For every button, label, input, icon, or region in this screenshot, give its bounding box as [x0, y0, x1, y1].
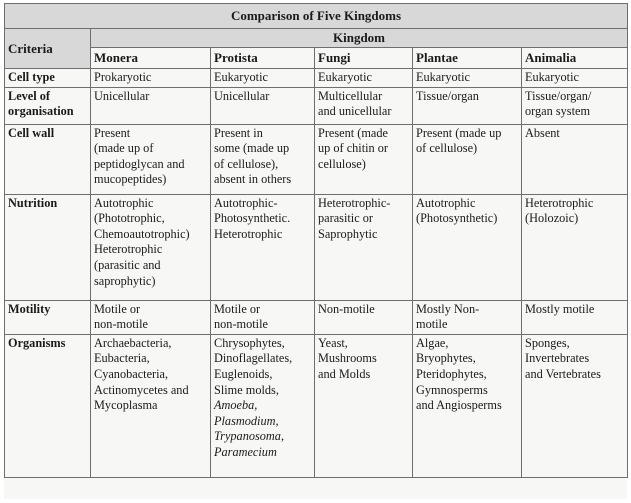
- cell-plantae: [413, 87, 522, 124]
- cell-fungi: [315, 124, 413, 194]
- cell-text: cellulose): [318, 156, 366, 171]
- cell-plantae: [413, 194, 522, 300]
- criterion-cell: [5, 300, 91, 334]
- cell-text: motile: [416, 317, 448, 332]
- cell-text: Archaebacteria,: [94, 335, 172, 350]
- cell-animalia: [522, 300, 628, 334]
- cell-animalia: [522, 194, 628, 300]
- document-page: [4, 3, 627, 499]
- cell-text: Eukaryotic: [214, 70, 268, 84]
- criterion-cell: [5, 69, 91, 88]
- cell-text: Photosynthetic.: [214, 211, 291, 226]
- cell-text: (parasitic and: [94, 257, 161, 272]
- cell-text: Chrysophytes,: [214, 335, 285, 350]
- cell-animalia: [522, 69, 628, 88]
- cell-text: Unicellular: [214, 88, 270, 103]
- cell-text: Autotrophic: [416, 195, 476, 210]
- cell-text: and Vertebrates: [525, 366, 601, 381]
- cell-text: and unicellular: [318, 104, 392, 119]
- cell-text: Eukaryotic: [416, 70, 470, 84]
- cell-text: Yeast,: [318, 335, 348, 350]
- cell-text: Heterotrophic: [214, 226, 283, 241]
- cell-text: Euglenoids,: [214, 366, 273, 381]
- cell-text: Present: [94, 125, 131, 140]
- cell-text: (Holozoic): [525, 211, 579, 226]
- cell-fungi: [315, 300, 413, 334]
- cell-text: Eukaryotic: [525, 70, 579, 84]
- cell-text: Motile or: [214, 301, 261, 316]
- criterion-text: Nutrition: [8, 195, 58, 210]
- cell-animalia: [522, 334, 628, 477]
- cell-text: Autotrophic: [94, 195, 154, 210]
- table-row: [5, 124, 628, 194]
- cell-text: Sponges,: [525, 335, 570, 350]
- cell-text: Mostly Non-: [416, 301, 480, 316]
- cell-plantae: [413, 69, 522, 88]
- kingdom-col-monera: Monera: [91, 48, 211, 69]
- cell-protista: [211, 87, 315, 124]
- cell-monera: [91, 300, 211, 334]
- cell-text: Cyanobacteria,: [94, 366, 169, 381]
- cell-text: parasitic or: [318, 211, 373, 226]
- cell-animalia: [522, 124, 628, 194]
- criterion-cell: [5, 124, 91, 194]
- cell-monera: [91, 87, 211, 124]
- cell-text: of cellulose),: [214, 156, 279, 171]
- cell-text: Unicellular: [94, 88, 150, 103]
- criterion-text: Motility: [8, 301, 51, 316]
- cell-text: Heterotrophic-: [318, 195, 391, 210]
- cell-protista: [211, 69, 315, 88]
- cell-protista: [211, 300, 315, 334]
- cell-monera: [91, 194, 211, 300]
- table-body: [5, 69, 628, 478]
- cell-text: Autotrophic-: [214, 195, 278, 210]
- criteria-header: Criteria: [5, 29, 91, 69]
- table-row: [5, 69, 628, 88]
- cell-text: Tissue/organ/: [525, 88, 592, 103]
- cell-text: and Molds: [318, 366, 371, 381]
- cell-text: Mycoplasma: [94, 398, 158, 413]
- kingdom-col-fungi: Fungi: [315, 48, 413, 69]
- cell-animalia: [522, 87, 628, 124]
- cell-text: non-motile: [94, 317, 148, 332]
- cell-text: Paramecium: [214, 444, 277, 459]
- cell-fungi: [315, 334, 413, 477]
- cell-text: Eukaryotic: [318, 70, 372, 84]
- criterion-cell: [5, 194, 91, 300]
- kingdoms-table: [4, 3, 628, 478]
- cell-text: Present in: [214, 125, 263, 140]
- kingdom-col-plantae: Plantae: [413, 48, 522, 69]
- cell-plantae: [413, 334, 522, 477]
- cell-text: peptidoglycan and: [94, 156, 185, 171]
- cell-text: Non-motile: [318, 301, 375, 316]
- cell-text: Chemoautotrophic): [94, 226, 190, 241]
- cell-monera: [91, 124, 211, 194]
- cell-text: organ system: [525, 104, 591, 119]
- table-row: [5, 194, 628, 300]
- cell-text: Plasmodium,: [214, 413, 279, 428]
- cell-text: Slime molds,: [214, 382, 279, 397]
- kingdom-col-protista: Protista: [211, 48, 315, 69]
- cell-plantae: [413, 124, 522, 194]
- kingdom-header: Kingdom: [91, 29, 628, 48]
- cell-text: Prokaryotic: [94, 70, 152, 84]
- cell-fungi: [315, 69, 413, 88]
- table-row: [5, 334, 628, 477]
- cell-text: and Angiosperms: [416, 398, 502, 413]
- cell-text: Actinomycetes and: [94, 382, 189, 397]
- cell-text: Trypanosoma,: [214, 429, 285, 444]
- criterion-text: Cell wall: [8, 125, 55, 140]
- cell-text: Present (made up: [416, 125, 502, 140]
- cell-text: Present (made: [318, 125, 388, 140]
- cell-text: (Photosynthetic): [416, 211, 498, 226]
- cell-text: Saprophytic: [318, 226, 378, 241]
- cell-text: saprophytic): [94, 273, 156, 288]
- cell-text: Heterotrophic: [94, 242, 163, 257]
- criterion-text: Cell type: [8, 70, 55, 84]
- cell-text: Pteridophytes,: [416, 366, 487, 381]
- cell-text: Tissue/organ: [416, 88, 479, 103]
- cell-monera: [91, 334, 211, 477]
- cell-text: mucopeptides): [94, 172, 167, 187]
- cell-fungi: [315, 194, 413, 300]
- cell-protista: [211, 124, 315, 194]
- cell-protista: [211, 334, 315, 477]
- kingdom-col-animalia: Animalia: [522, 48, 628, 69]
- cell-text: Multicellular: [318, 88, 383, 103]
- cell-fungi: [315, 87, 413, 124]
- criterion-cell: [5, 87, 91, 124]
- cell-text: Heterotrophic: [525, 195, 594, 210]
- cell-text: up of chitin or: [318, 141, 389, 156]
- cell-text: Motile or: [94, 301, 141, 316]
- criterion-text: Level of: [8, 88, 51, 103]
- cell-text: Mushrooms: [318, 351, 377, 366]
- cell-protista: [211, 194, 315, 300]
- cell-text: Invertebrates: [525, 351, 590, 366]
- criterion-text: organisation: [8, 104, 74, 119]
- cell-plantae: [413, 300, 522, 334]
- cell-text: Dinoflagellates,: [214, 351, 293, 366]
- criterion-cell: [5, 334, 91, 477]
- table-title: Comparison of Five Kingdoms: [5, 4, 628, 29]
- cell-text: some (made up: [214, 141, 290, 156]
- table-row: [5, 300, 628, 334]
- cell-text: of cellulose): [416, 141, 478, 156]
- cell-text: (made up of: [94, 141, 154, 156]
- cell-text: Amoeba,: [214, 398, 258, 413]
- cell-text: Absent: [525, 125, 560, 140]
- cell-text: Gymnosperms: [416, 382, 488, 397]
- criterion-text: Organisms: [8, 335, 66, 350]
- cell-text: Mostly motile: [525, 301, 595, 316]
- cell-text: Eubacteria,: [94, 351, 150, 366]
- cell-text: (Phototrophic,: [94, 211, 165, 226]
- cell-text: absent in others: [214, 172, 292, 187]
- cell-text: Algae,: [416, 335, 449, 350]
- table-row: [5, 87, 628, 124]
- cell-monera: [91, 69, 211, 88]
- cell-text: Bryophytes,: [416, 351, 476, 366]
- cell-text: non-motile: [214, 317, 268, 332]
